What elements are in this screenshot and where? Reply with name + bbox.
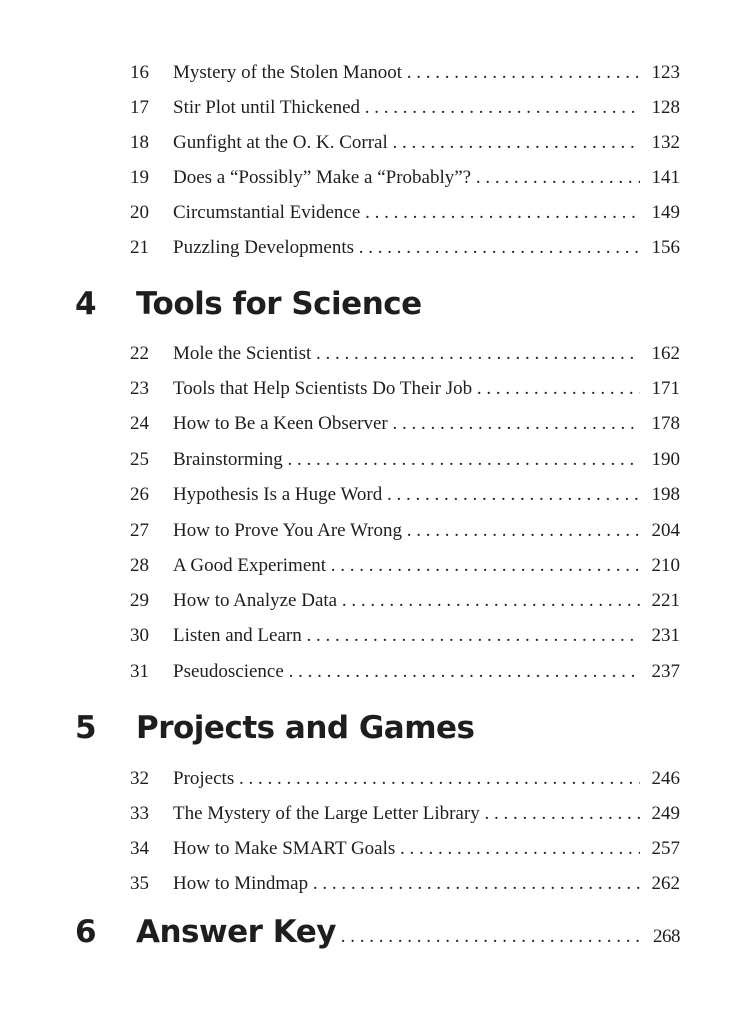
toc-entry: [0, 232, 748, 266]
section-title: Projects and Games: [136, 710, 475, 746]
chapter-number: 19: [130, 167, 149, 188]
chapter-number: 25: [130, 449, 149, 470]
chapter-number: 32: [130, 768, 149, 789]
chapter-number: 33: [130, 803, 149, 824]
chapter-number: 24: [130, 413, 149, 434]
toc-entry: [0, 197, 748, 231]
chapter-title: Projects . . .: [173, 768, 640, 790]
chapter-title: A Good Experiment . . .: [173, 555, 640, 577]
toc-entry: [0, 408, 748, 442]
page-number: 149: [651, 202, 680, 223]
toc-entry: [0, 373, 748, 407]
chapter-title: Listen and Learn . . .: [173, 625, 640, 647]
page-number: 249: [651, 803, 680, 824]
toc-entry: [0, 656, 748, 690]
toc-entry: [0, 585, 748, 619]
chapter-title: Pseudoscience . . .: [173, 661, 640, 683]
chapter-number: 20: [130, 202, 149, 223]
chapter-title: How to Mindmap . . .: [173, 873, 640, 895]
toc-entry: [0, 338, 748, 372]
chapter-number: 16: [130, 62, 149, 83]
page-number: 237: [651, 661, 680, 682]
chapter-number: 26: [130, 484, 149, 505]
page-number: 231: [651, 625, 680, 646]
chapter-title: How to Be a Keen Observer . . .: [173, 413, 640, 435]
page-number: 132: [651, 132, 680, 153]
section-heading-6: [0, 908, 748, 964]
chapter-number: 30: [130, 625, 149, 646]
page-number: 262: [651, 873, 680, 894]
chapter-number: 23: [130, 378, 149, 399]
page-number: 246: [651, 768, 680, 789]
section-title: Answer Key . . .: [136, 914, 640, 950]
chapter-title: Mystery of the Stolen Manoot . . .: [173, 62, 640, 84]
page-number: 178: [651, 413, 680, 434]
page-number: 198: [651, 484, 680, 505]
toc-entry: [0, 162, 748, 196]
section-number: 6: [75, 914, 97, 950]
chapter-number: 27: [130, 520, 149, 541]
page-number: 123: [651, 62, 680, 83]
toc-entry: [0, 57, 748, 91]
section-title: Tools for Science: [136, 286, 422, 322]
page-number: 171: [651, 378, 680, 399]
toc-entry: [0, 868, 748, 902]
chapter-number: 35: [130, 873, 149, 894]
chapter-title: Puzzling Developments . . .: [173, 237, 640, 259]
section-heading-5: [0, 704, 748, 760]
toc-entry: [0, 833, 748, 867]
section-number: 4: [75, 286, 97, 322]
page-number: 141: [651, 167, 680, 188]
chapter-number: 29: [130, 590, 149, 611]
chapter-title: Gunfight at the O. K. Corral . . .: [173, 132, 640, 154]
chapter-title: How to Make SMART Goals . . .: [173, 838, 640, 860]
toc-entry: [0, 127, 748, 161]
chapter-title: Does a “Possibly” Make a “Probably”? . . .: [173, 167, 640, 189]
page-number: 257: [651, 838, 680, 859]
page-number: 156: [651, 237, 680, 258]
page-number: 204: [651, 520, 680, 541]
toc-entry: [0, 92, 748, 126]
chapter-number: 18: [130, 132, 149, 153]
page-number: 190: [651, 449, 680, 470]
page-number: 221: [651, 590, 680, 611]
toc-entry: [0, 479, 748, 513]
toc-entry: [0, 515, 748, 549]
chapter-title: Circumstantial Evidence . . .: [173, 202, 640, 224]
chapter-title: Tools that Help Scientists Do Their Job . . .: [173, 378, 640, 400]
chapter-title: Hypothesis Is a Huge Word . . .: [173, 484, 640, 506]
chapter-number: 21: [130, 237, 149, 258]
chapter-number: 31: [130, 661, 149, 682]
section-heading-4: [0, 280, 748, 336]
chapter-number: 17: [130, 97, 149, 118]
toc-entry: [0, 620, 748, 654]
chapter-title: How to Prove You Are Wrong . . .: [173, 520, 640, 542]
chapter-number: 22: [130, 343, 149, 364]
section-number: 5: [75, 710, 97, 746]
chapter-title: Brainstorming . . .: [173, 449, 640, 471]
page-number: 128: [651, 97, 680, 118]
chapter-number: 34: [130, 838, 149, 859]
toc-entry: [0, 763, 748, 797]
page-number: 268: [653, 926, 680, 947]
toc-entry: [0, 550, 748, 584]
page-number: 210: [651, 555, 680, 576]
page-number: 162: [651, 343, 680, 364]
chapter-number: 28: [130, 555, 149, 576]
chapter-title: The Mystery of the Large Letter Library . . .: [173, 803, 640, 825]
chapter-title: Mole the Scientist . . .: [173, 343, 640, 365]
chapter-title: How to Analyze Data . . .: [173, 590, 640, 612]
chapter-title: Stir Plot until Thickened . . .: [173, 97, 640, 119]
toc-entry: [0, 798, 748, 832]
toc-entry: [0, 444, 748, 478]
